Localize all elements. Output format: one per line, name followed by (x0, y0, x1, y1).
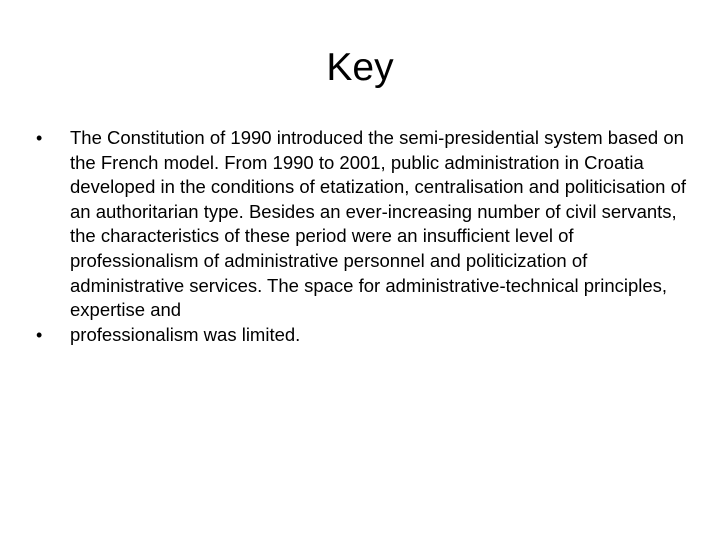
slide-title: Key (326, 46, 394, 89)
bullet-item-2 (36, 323, 696, 348)
bullet-text: professionalism was limited. (70, 323, 301, 345)
bullet-list (36, 126, 696, 347)
bullet-icon: • (36, 128, 43, 148)
bullet-item-1 (36, 126, 696, 323)
bullet-icon: • (36, 324, 43, 345)
bullet-text: The Constitution of 1990 introduced the semi-presidential system based on the French model. From 1990 to 2001, public administration in Croatia developed in the conditions of etatization, centralisation and politicisation of an authoritarian type. Besides an ever-increasing number of civil servants, the characteristics of these period were an insufficient level of professionalism of administrative personnel and politicization of administrative services. The space for administrative-technical principles, expertise and (70, 127, 687, 321)
